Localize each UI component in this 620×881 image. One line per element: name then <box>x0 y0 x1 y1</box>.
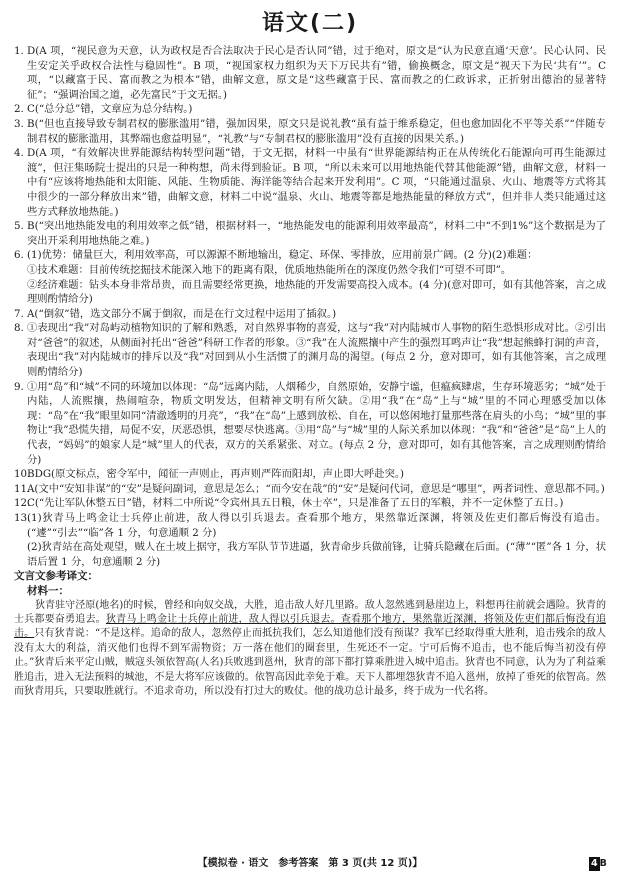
version-badge-number: 4 <box>591 858 598 869</box>
answer-item <box>14 307 606 322</box>
answer-item <box>14 321 606 379</box>
answer-number: 12. <box>14 497 31 510</box>
translation-passage <box>14 599 606 700</box>
answer-content <box>14 44 606 699</box>
answer-number: 10. <box>14 468 31 481</box>
answer-text: D(A 项，“视民意为天意，认为政权是否合法取决于民心是否认同”错，过于绝对，原文是“认为民意直通‘天意’。民心认同、民生安定关乎政权合法性与稳固性”。B 项，“视国家权力组织为天下万民共有”错，偷换概念，原文是“视天下为民‘共有’”。C 项，“以藏富于民、富而教之为根本”错，曲解文意，原文是“这些藏富于民、富而教之的仁政诉求，正折射出德治的显著特征”；“强调治国之道，必先富民”于文无据。) <box>27 45 606 101</box>
answer-item <box>14 44 606 102</box>
answer-text: A(“倒叙”错，选文部分不属于倒叙，而是在行文过程中运用了插叙。) <box>27 307 337 320</box>
version-badge-letter: B <box>599 858 607 869</box>
answer-text: C(“先让军队休整五日”错，材料二中所说“令宾州具五日粮，休士卒”，只是准备了五日的军粮，并不一定休整了五日。) <box>27 497 564 510</box>
answer-number: 3. <box>14 117 24 130</box>
answer-subpoint: ①技术难题：目前传统挖掘技术能深入地下的距离有限，优质地热能所在的深度仍然令我们“可望不可即”。 <box>27 263 512 276</box>
passage-text: 狄青驻守泾原(地名)的时候，曾经和向奴交战，大胜，追击敌人好几里路。敌人忽然逃到悬崖边上，料想再往前就会遇险。狄青的士兵都要奋勇追去。 <box>14 599 606 625</box>
answer-subpoint: (2)狄青站在高处观望，贼人在土坡上据守，我方军队节节进逼，狄青命步兵做前锋，让骑兵隐藏在后面。(“薄”“匿”各 1 分，状语后置 1 分，句意通顺 2 分) <box>27 541 606 568</box>
version-badge <box>589 857 614 871</box>
answer-number: 7. <box>14 307 24 320</box>
answer-number: 2. <box>14 103 24 116</box>
answer-item <box>14 146 606 219</box>
answer-number: 9. <box>14 380 24 393</box>
answer-item <box>14 102 606 117</box>
answer-number: 4. <box>14 147 24 160</box>
answer-item <box>14 380 606 468</box>
answer-number: 11. <box>14 482 31 495</box>
answer-number: 1. <box>14 45 24 57</box>
answer-text: ①用“岛”和“城”不同的环境加以体现：“岛”远离内陆，人烟稀少，自然原始，安静宁谧，但瘟疯肆虐，生存环境恶劣；“城”处于内陆，人流熙攘，热闹喧杂，物质文明发达，但精神文明有所欠缺。②用“我”在“岛”上与“城”里的不同心理感受加以体现：“岛”在“我”眼里如同“清澈透明的月亮”，“我”在“岛”上感到放松、自在，可以悠闲地打量那些落在肩头的小鸟；“城”里的事物让“我”恐慌失措，局促不安，厌恶恐惧，想要尽快逃离。③用“岛”与“城”里的人际关系加以体现：“我”和“爸爸”是“岛”上人的代表，“妈妈”的娘家人是“城”里人的代表，双方的关系紧张、对立。(每点 2 分，意对即可，如有其他答案，言之成理则酌情给分) <box>27 380 606 466</box>
answer-text: B(“突出地热能发电的利用效率之低”错，根据材料一，“地热能发电的能源利用效率最高”，材料二中“不到1%”这个数据是为了突出开采利用地热能之难。) <box>27 220 606 247</box>
page-footer: 【模拟卷 · 语文 参考答案 第 3 页(共 12 页)】 <box>197 858 423 869</box>
answer-text: C(“总分总”错，文章应为总分结构。) <box>27 103 193 116</box>
answer-text: (1)狄青马上鸣金让士兵停止前进，敌人得以引兵退去。查看那个地方，果然靠近深渊，将领及佐吏们都后悔没有追击。(“遽”“引去”“临”各 1 分，句意通顺 2 分) <box>27 512 606 539</box>
answer-item <box>14 219 606 248</box>
translation-heading: 文言文参考译文： <box>14 570 98 583</box>
answer-text: BDG(原文标点，密令军中，闻征一声则止，再声则严阵而阳却，声止即大呼赴突。) <box>27 468 405 481</box>
answer-text: A(文中“安知非谋”的“安”是疑问副词，意思是怎么；“而今安在哉”的“安”是疑问代词，意思是“哪里”，两者词性、意思都不同。) <box>27 482 605 495</box>
answer-text: D(A 项，“有效解决世界能源结构转型问题”错，于文无据，材料一中虽有“世界能源结构正在从传统化石能源向可再生能源过渡”，但汪集旸院士提出的只是一种构想，尚未得到验证。B 项，“所以未来可以用地热能代替其他能源”错，曲解文意，材料一中有“应该将地热能和太阳能、风能、生物质能、海洋能等结合起来开发利用”。C 项，“只能通过温泉、火山、地震等方式将其中很少的一部分释放出来”错，曲解文意，材料二中说“温泉、火山、地震等都是地热能量的释放方式”，但并非人类只能通过这些方式释放地热能。) <box>27 147 606 218</box>
answer-item <box>14 496 606 511</box>
answer-text: (1)优势：储量巨大，利用效率高，可以源源不断地输出，稳定、环保、零排放，应用前景广阔。(2 分)(2)难题： <box>27 249 538 262</box>
underlined-sentence: 狄青马上鸣金让士兵停止前进，敌人得以引兵退去。查看那个地方，果然靠近深渊，将领及佐吏们都后悔没有追击。 <box>14 613 607 640</box>
answer-item <box>14 482 606 497</box>
answer-text: ①表现出“我”对岛屿动植物知识的了解和熟悉，对自然界事物的喜爱，这与“我”对内陆城市人事物的陌生恐惧形成对比。②引出对“爸爸”的叙述，从侧面衬托出“爸爸”科研工作者的形象。③“我”在人流熙攘中产生的强烈耳鸣声让“我”想起熊蜂打洞的声音，表现出“我”对内陆城市的排斥以及“我”对回到从小生活惯了的渊月岛的渴望。(每点 2 分，意对即可，如有其他答案，言之成理则酌情给分) <box>27 322 606 379</box>
answer-number: 13. <box>14 512 31 524</box>
answer-item <box>14 248 606 263</box>
material-heading: 材料一： <box>27 584 69 597</box>
answer-item <box>14 511 606 540</box>
answer-number: 8. <box>14 322 24 335</box>
answer-number: 5. <box>14 220 24 233</box>
answer-item <box>14 117 606 146</box>
passage-text: 只有狄青说：“不是这样。追命的敌人，忽然停止而抵抗我们，怎么知道他们没有预谋？我军已经取得重大胜利，追击残余的敌人没有太大的利益，消灭他们也得不到军需物资；万一落在他们的圈套里，生死还不一定。宁可后悔不追击，也不能后悔当初没有停止。”狄青后来平定山贼，贼寇头领依智高(人名)兵败逃到邕州，狄青的部下都打算乘胜进入城中追击。狄青也不同意，认为为了利益乘胜追击，进入无法预料的城池，不是大将军应该做的。依智高因此幸免于难。天下人都埋怨狄青不追入邕州，放掉了垂死的依智高。然而狄青用兵，只要取胜就行。不追求奇功，所以没有打过大的败仗。他的战功总计最多，终于成为一代名将。 <box>14 628 606 697</box>
page-title: 语文(二) <box>261 11 359 36</box>
answer-subpoint: ②经济难题：钻头本身非常昂贵，而且需要经常更换，地热能的开发需要高投入成本。(4 分)(意对即可，如有其他答案，言之成理则酌情给分) <box>27 278 606 306</box>
answer-text: B(“但也直接导致专制君权的膨胀滥用”错，强加因果，原文只是说礼教“虽有益于维系稳定，但也愈加固化不平等关系”“伴随专制君权的膨胀滥用，其弊端也愈益明显”，“礼教”与“专制君权的膨胀滥用”没有直接的因果关系。) <box>27 117 606 145</box>
answer-number: 6. <box>14 249 24 262</box>
answer-item <box>14 467 606 482</box>
